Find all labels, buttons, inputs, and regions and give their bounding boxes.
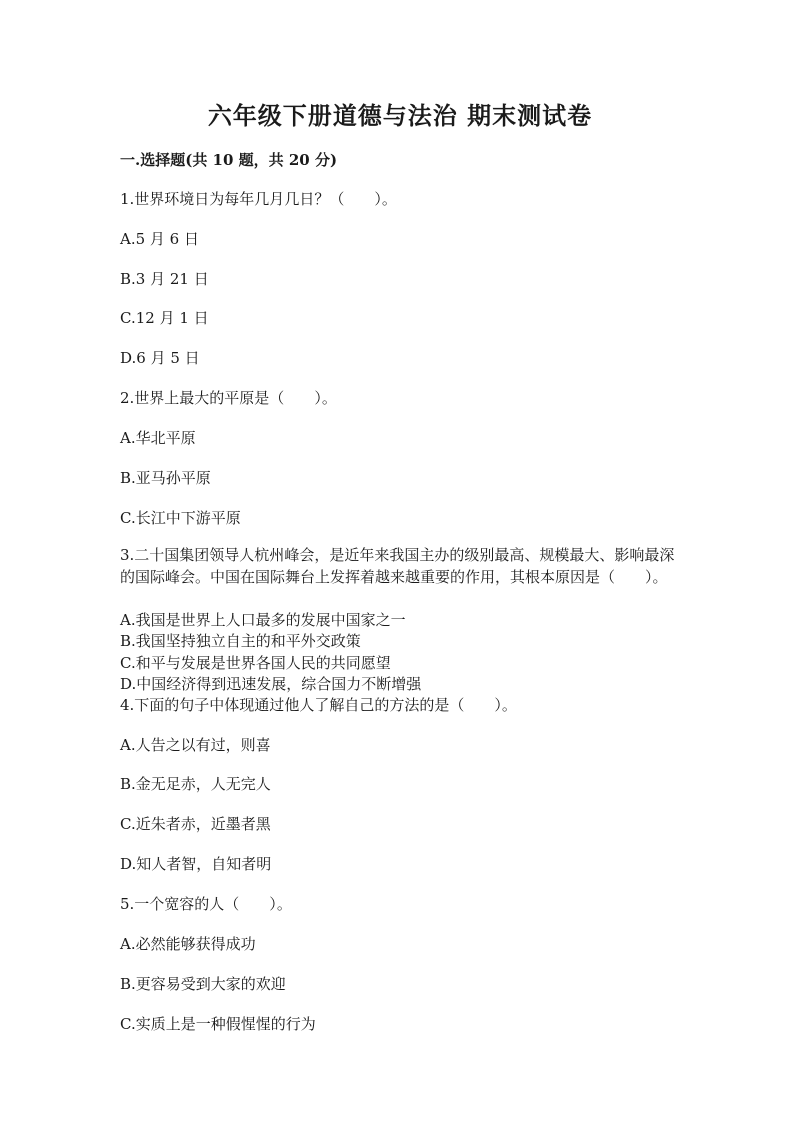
question-1-stem: 1.世界环境日为每年几月几日？（ ）。 (120, 190, 397, 208)
question-5-option-a: A.必然能够获得成功 (120, 935, 256, 953)
question-4-option-d: D.知人者智，自知者明 (120, 855, 272, 873)
question-4-stem: 4.下面的句子中体现通过他人了解自己的方法的是（ ）。 (120, 696, 517, 714)
question-4-option-a: A.人告之以有过，则喜 (120, 736, 271, 754)
question-1-option-b: B.3 月 21 日 (120, 270, 209, 288)
question-1-option-a: A.5 月 6 日 (120, 230, 199, 248)
question-1-option-c: C.12 月 1 日 (120, 309, 209, 327)
question-5-option-c: C.实质上是一种假惺惺的行为 (120, 1015, 316, 1033)
question-2-stem: 2.世界上最大的平原是（ ）。 (120, 389, 337, 407)
question-3-option-a: A.我国是世界上人口最多的发展中国家之一 (120, 611, 406, 629)
question-1-option-d: D.6 月 5 日 (120, 349, 200, 367)
question-2-option-b: B.亚马孙平原 (120, 469, 211, 487)
question-3-option-d: D.中国经济得到迅速发展，综合国力不断增强 (120, 675, 422, 693)
section-heading: 一.选择题(共 10 题，共 20 分) (120, 151, 338, 169)
question-4-option-c: C.近朱者赤，近墨者黑 (120, 815, 271, 833)
question-5-stem: 5.一个宽容的人（ ）。 (120, 895, 292, 913)
page-title: 六年级下册道德与法治 期末测试卷 (207, 101, 593, 130)
question-3-stem: 3.二十国集团领导人杭州峰会，是近年来我国主办的级别最高、规模最大、影响最深的国际峰会。中国在国际舞台上发挥着越来越重要的作用，其根本原因是（ ）。 (120, 546, 675, 586)
question-2-option-a: A.华北平原 (120, 429, 196, 447)
question-4-option-b: B.金无足赤，人无完人 (120, 775, 271, 793)
question-3-option-b: B.我国坚持独立自主的和平外交政策 (120, 632, 361, 650)
question-5-option-b: B.更容易受到大家的欢迎 (120, 975, 286, 993)
question-3-option-c: C.和平与发展是世界各国人民的共同愿望 (120, 654, 391, 672)
question-2-option-c: C.长江中下游平原 (120, 509, 241, 527)
